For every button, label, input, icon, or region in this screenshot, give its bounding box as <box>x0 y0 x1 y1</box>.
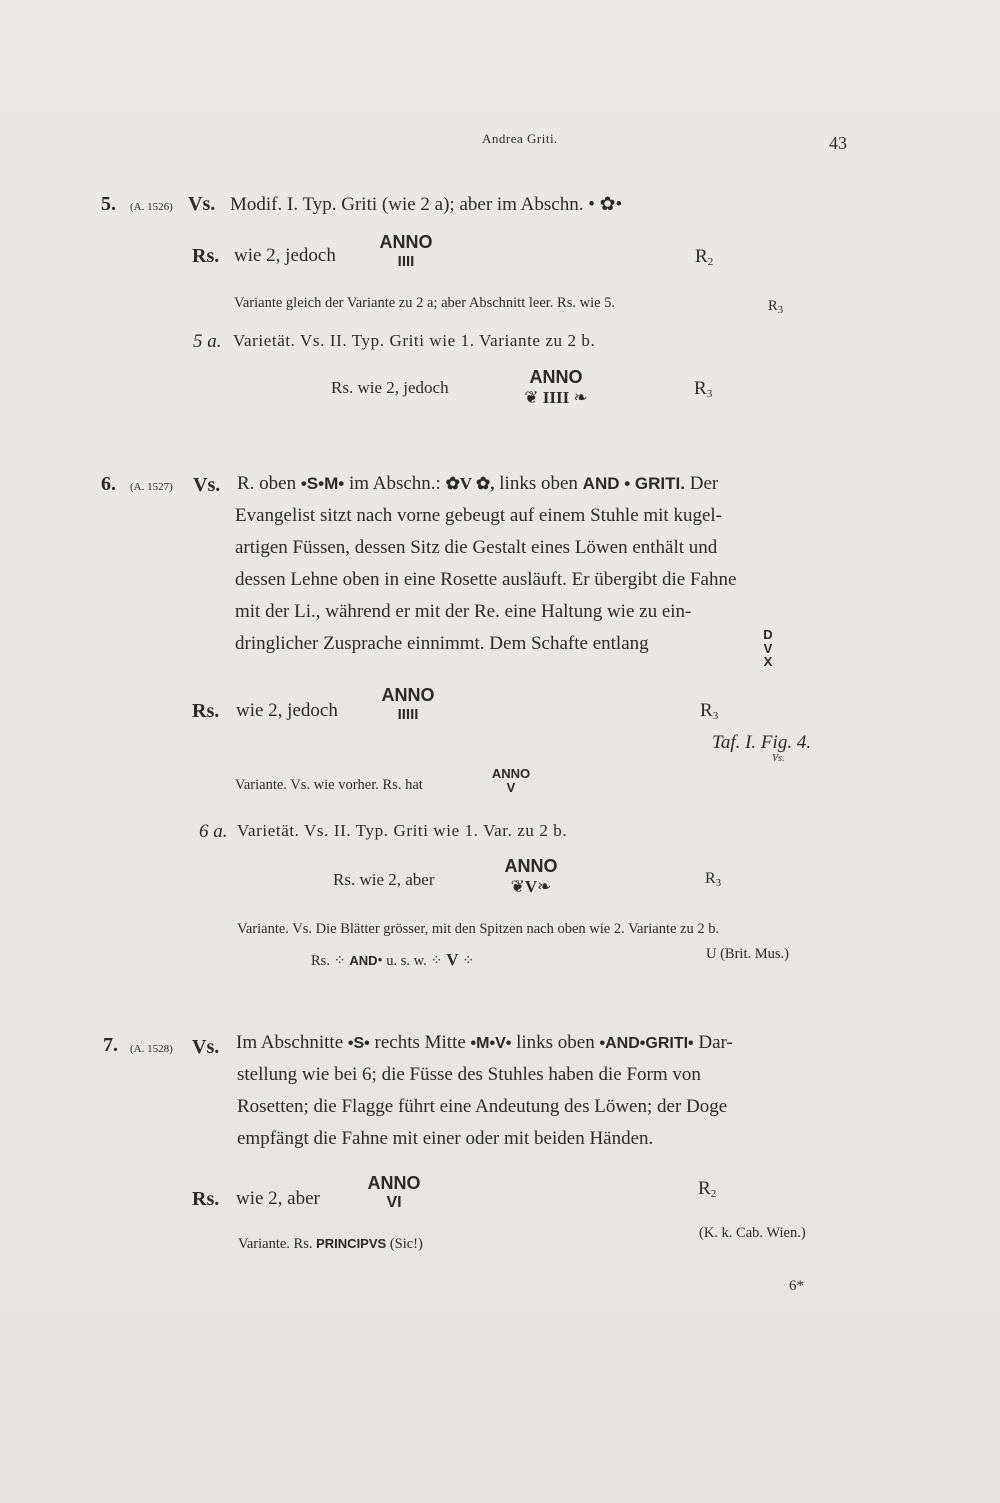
anno-bottom: VI <box>386 1193 402 1211</box>
entry-7-number: 7. <box>103 1034 118 1056</box>
entry-6-number: 6. <box>101 473 116 495</box>
dvx-letter: X <box>763 654 773 670</box>
entry-5-anno-legend <box>376 233 436 270</box>
entry-6-line-3: artigen Füssen, dessen Sitz die Gestalt eines Löwen enthält und <box>235 537 718 558</box>
entry-5-year: (A. 1526) <box>130 201 173 213</box>
dvx-letter: V <box>763 640 773 656</box>
entry-7-anno-legend <box>362 1174 426 1212</box>
entry-6-rarity: $R_3$ <box>700 700 719 722</box>
entry-6-variant-anno <box>488 767 534 794</box>
entry-7-vs-label: Vs. <box>192 1036 220 1058</box>
anno-bottom: ❦ IIII ❧ <box>524 387 588 408</box>
entry-7-rs-text: wie 2, aber <box>236 1188 320 1209</box>
rosette-icon: ❦ <box>510 876 525 897</box>
entry-6-line-6: dringlicher Zusprache einnimmt. Dem Schafte entlang <box>235 633 649 654</box>
entry-6-line-1: R. oben •S•M• im Abschn.: ✿V ✿, links oben AND • GRITI. Der <box>237 473 719 494</box>
entry-6a-variant-rs: Rs. ⁘ AND• u. s. w. ⁘ V ⁘ <box>311 950 475 969</box>
entry-7-line-2: stellung wie bei 6; die Füsse des Stuhles haben die Form von <box>237 1064 701 1085</box>
entry-5a-anno-legend <box>496 368 616 408</box>
anno-bottom: V <box>506 779 516 795</box>
entry-5-number: 5. <box>101 193 116 215</box>
anno-bottom: ❦V❧ <box>510 876 552 897</box>
rosette-icon: ❧ <box>573 387 588 408</box>
entry-5-variant-rarity: $R_3$ <box>768 298 784 316</box>
entry-6a-rs-text: Rs. wie 2, aber <box>333 870 435 889</box>
entry-6-line-5: mit der Li., während er mit der Re. eine Haltung wie zu ein- <box>235 601 692 622</box>
entry-5-variant: Variante gleich der Variante zu 2 a; aber Abschnitt leer. Rs. wie 5. <box>234 295 616 311</box>
entry-5-rs-label: Rs. <box>192 245 220 267</box>
sheet-signature: 6* <box>789 1278 804 1294</box>
entry-5-text: Modif. I. Typ. Griti (wie 2 a); aber im Abschn. • ✿• <box>230 194 623 215</box>
entry-6-rs-label: Rs. <box>192 700 220 722</box>
entry-6-line-4: dessen Lehne oben in eine Rosette ausläuft. Er übergibt die Fahne <box>235 569 737 590</box>
entry-6a-number: 6 a. <box>199 821 228 842</box>
entry-7-line-1: Im Abschnitte •S• rechts Mitte •M•V• links oben •AND•GRITI• Dar- <box>236 1032 733 1053</box>
entry-6-plate-reference: Taf. I. Fig. 4. <box>712 732 812 753</box>
entry-5a-number: 5 a. <box>193 331 222 352</box>
rosette-icon: ⁘ <box>430 953 443 969</box>
entry-6-rs-text: wie 2, jedoch <box>236 700 338 721</box>
entry-7-location: (K. k. Cab. Wien.) <box>699 1225 806 1241</box>
entry-7-line-3: Rosetten; die Flagge führt eine Andeutung des Löwen; der Doge <box>237 1096 728 1117</box>
rosette-icon: ❦ <box>524 387 539 408</box>
anno-bottom: IIII <box>397 252 415 270</box>
entry-6a-text: Varietät. Vs. II. Typ. Griti wie 1. Var. zu 2 b. <box>237 821 568 840</box>
anno-bottom: IIIII <box>397 705 419 723</box>
anno-top: ANNO <box>504 856 558 876</box>
rosette-icon: ❧ <box>537 876 552 897</box>
entry-6a-rarity: $R_3$ <box>705 870 722 889</box>
anno-top: ANNO <box>381 685 435 705</box>
anno-top: ANNO <box>491 766 531 781</box>
entry-6-variant: Variante. Vs. wie vorher. Rs. hat <box>235 777 423 793</box>
entry-5a-rarity: $R_3$ <box>694 378 713 400</box>
entry-6-anno-legend <box>376 686 440 723</box>
entry-6-plate-side: Vs. <box>772 753 785 764</box>
rosette-icon: ⁘ <box>462 953 475 969</box>
entry-7-rs-label: Rs. <box>192 1188 220 1210</box>
entry-6-line-2: Evangelist sitzt nach vorne gebeugt auf einem Stuhle mit kugel- <box>235 505 723 526</box>
entry-7-year: (A. 1528) <box>130 1043 173 1055</box>
entry-6a-variant: Variante. Vs. Die Blätter grösser, mit den Spitzen nach oben wie 2. Variante zu 2 b. <box>237 921 720 937</box>
anno-top: ANNO <box>529 367 583 387</box>
entry-6-vs-label: Vs. <box>193 474 221 496</box>
entry-5-rarity: $R_2$ <box>695 246 714 268</box>
entry-7-line-4: empfängt die Fahne mit einer oder mit beiden Händen. <box>237 1128 654 1149</box>
entry-7-rarity: $R_2$ <box>698 1178 717 1200</box>
entry-5a-rs-text: Rs. wie 2, jedoch <box>331 378 449 397</box>
dvx-letter: D <box>763 627 773 642</box>
running-header: Andrea Griti. <box>482 131 558 146</box>
entry-5-rs-text: wie 2, jedoch <box>234 245 336 266</box>
page-number: 43 <box>829 133 847 153</box>
rosette-icon: ⁘ <box>333 953 346 969</box>
anno-top: ANNO <box>367 1173 421 1193</box>
entry-6-year: (A. 1527) <box>130 481 173 493</box>
entry-6-dvx-legend <box>760 628 776 669</box>
entry-5-vs-label: Vs. <box>188 193 216 215</box>
entry-5a-text: Varietät. Vs. II. Typ. Griti wie 1. Variante zu 2 b. <box>233 331 596 350</box>
entry-6a-location: U (Brit. Mus.) <box>706 946 789 962</box>
entry-6a-anno-legend <box>482 857 580 897</box>
anno-top: ANNO <box>379 232 433 252</box>
entry-7-variant: Variante. Rs. PRINCIPVS (Sic!) <box>238 1236 423 1252</box>
